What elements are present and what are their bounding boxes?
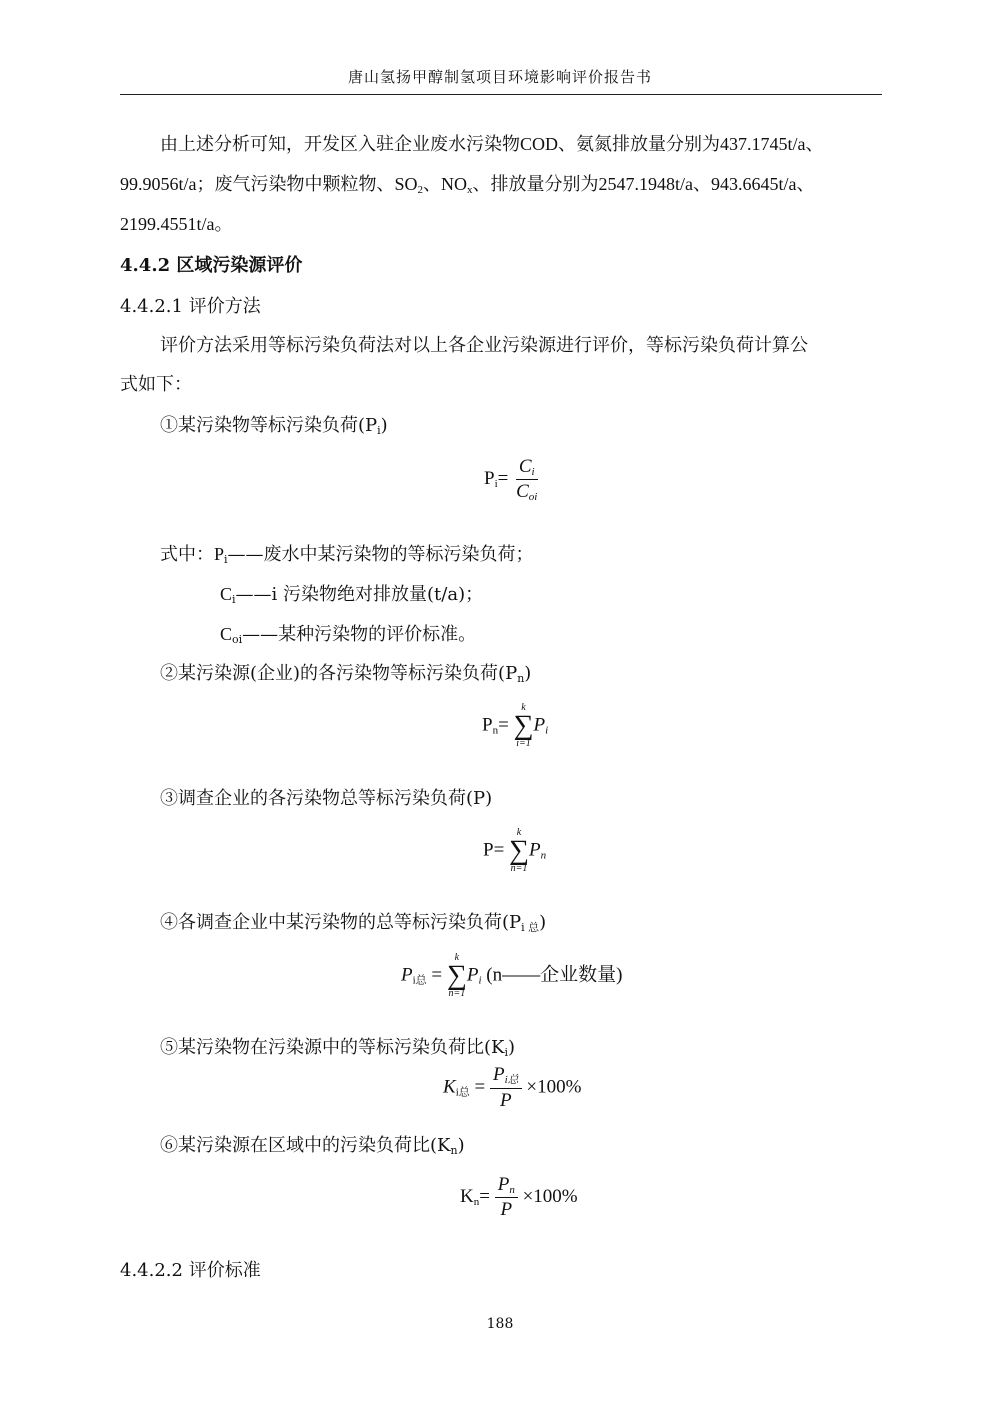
value: 2547.1948t/a xyxy=(598,174,694,194)
formula-note: (n——企业数量) xyxy=(486,964,623,986)
equals-sign: = xyxy=(474,1076,486,1098)
denominator xyxy=(513,480,540,503)
upper-limit: k xyxy=(521,702,526,713)
upper-limit: k xyxy=(516,827,522,838)
formula-symbol: P xyxy=(529,839,541,861)
formula-symbol: P xyxy=(492,1064,505,1085)
sigma-icon: ∑ xyxy=(513,710,534,741)
label-text: ) xyxy=(508,1037,516,1058)
method-desc-line-2: 式如下： xyxy=(120,374,192,395)
page-number: 188 xyxy=(486,1316,514,1332)
subscript: i xyxy=(224,553,228,566)
formula-symbol: P xyxy=(497,1174,510,1195)
summation xyxy=(509,828,529,874)
formula-p xyxy=(483,828,546,874)
intro-text: 、氨氮排放量分别为 xyxy=(558,134,721,155)
label-text: ④各调查企业中某污染物的总等标污染负荷(P xyxy=(160,912,522,933)
subscript: i总 xyxy=(455,1086,470,1099)
label-text: ) xyxy=(524,663,532,684)
nox-term: NO xyxy=(441,174,468,194)
intro-text: 、排放量分别为 xyxy=(472,174,599,195)
subscript: x xyxy=(467,184,473,196)
subsection-heading: 4.4.2.1 评价方法 xyxy=(120,296,261,317)
item-2-label xyxy=(160,661,531,692)
where-line-2 xyxy=(220,581,483,613)
subscript: i xyxy=(545,724,549,737)
formula-symbol: K xyxy=(443,1076,456,1098)
fraction xyxy=(513,456,540,503)
subscript: n xyxy=(473,1195,480,1208)
formula-symbol: P= xyxy=(483,839,505,861)
item-4-label xyxy=(160,910,546,941)
subscript: oi xyxy=(232,633,243,646)
subscript: i xyxy=(232,593,236,606)
symbol: C xyxy=(220,584,233,604)
subscript: i总 xyxy=(412,974,427,987)
label-text: ⑤某污染物在污染源中的等标污染负荷比(K xyxy=(160,1037,505,1058)
intro-text: 由上述分析可知，开发区入驻企业废水污染物 xyxy=(160,134,520,155)
symbol: P xyxy=(214,544,225,564)
subscript: 2 xyxy=(417,184,424,196)
intro-line-3: 2199.4551t/a。 xyxy=(120,214,233,234)
intro-line-2 xyxy=(120,171,815,203)
method-desc-line-1: 评价方法采用等标污染负荷法对以上各企业污染源进行评价，等标污染负荷计算公 xyxy=(160,335,808,356)
numerator xyxy=(495,1174,518,1198)
fraction xyxy=(490,1064,522,1112)
running-header: 唐山氢扬甲醇制氢项目环境影响评价报告书 xyxy=(347,68,652,86)
where-line-3 xyxy=(220,621,476,653)
item-1-label xyxy=(160,413,388,444)
upper-limit: k xyxy=(454,952,460,963)
subscript: oi xyxy=(528,491,538,503)
label-text: ) xyxy=(539,912,547,933)
formula-symbol: C xyxy=(516,481,529,502)
numerator xyxy=(490,1064,522,1089)
equals-sign: = xyxy=(498,714,509,736)
subscript: n xyxy=(509,1184,515,1196)
where-label: 式中： xyxy=(160,544,214,565)
formula-symbol: P xyxy=(482,714,493,736)
header-divider xyxy=(120,94,882,95)
equals-sign: = xyxy=(497,467,509,489)
where-line-1 xyxy=(160,541,534,573)
sigma-icon: ∑ xyxy=(446,960,467,991)
formula-symbol: C xyxy=(518,456,532,477)
item-3-label: ③调查企业的各污染物总等标污染负荷(P) xyxy=(160,788,493,809)
section-heading: 4.4.2 区域污染源评价 xyxy=(120,255,303,276)
label-text: ) xyxy=(457,1135,465,1156)
intro-text: 、 xyxy=(805,134,824,155)
subscript: i xyxy=(478,974,482,987)
label-text: ⑥某污染源在区域中的污染负荷比(K xyxy=(160,1135,451,1156)
subscript: n xyxy=(517,672,525,685)
lower-limit: n=1 xyxy=(510,863,528,874)
subscript: i xyxy=(494,477,498,490)
definition: ——i 污染物绝对排放量(t/a)； xyxy=(235,584,484,605)
cod-term: COD xyxy=(520,134,559,154)
subscript: i xyxy=(531,466,535,478)
subscript: i xyxy=(504,1046,508,1059)
subscript: i xyxy=(377,424,381,437)
value: 943.6645t/a xyxy=(711,174,797,194)
formula-symbol: K xyxy=(460,1185,474,1207)
intro-text: 、 xyxy=(796,174,815,195)
value: 99.9056t/a xyxy=(120,174,197,194)
subscript: n xyxy=(492,724,499,737)
percentage-factor: ×100% xyxy=(526,1076,582,1098)
sigma-icon: ∑ xyxy=(509,835,530,866)
intro-text: ；废气污染物中颗粒物、 xyxy=(196,174,395,195)
denominator: P xyxy=(500,1199,513,1220)
subscript: i 总 xyxy=(521,921,540,934)
summation xyxy=(514,703,534,749)
subscript: n xyxy=(540,849,547,862)
formula-ki xyxy=(443,1064,581,1112)
lower-limit: i=1 xyxy=(516,738,531,749)
numerator xyxy=(516,456,538,480)
equals-sign: = xyxy=(479,1185,490,1207)
label-text: ) xyxy=(380,415,388,436)
formula-symbol: P xyxy=(466,964,479,986)
equals-sign: = xyxy=(431,964,443,986)
denominator: P xyxy=(500,1090,512,1111)
item-6-label xyxy=(160,1133,465,1164)
formula-symbol: P xyxy=(533,714,546,736)
symbol: C xyxy=(220,624,233,644)
subsection-heading: 4.4.2.2 评价标准 xyxy=(120,1260,261,1281)
ammonia-value: 437.1745t/a xyxy=(720,134,806,154)
intro-text: 、 xyxy=(423,174,442,195)
subscript: i总 xyxy=(504,1074,519,1086)
formula-symbol: P xyxy=(484,467,495,489)
so2-term: SO xyxy=(394,174,418,194)
fraction xyxy=(495,1174,518,1221)
formula-kn xyxy=(460,1174,578,1221)
subscript: n xyxy=(450,1144,458,1157)
formula-pi-total xyxy=(401,953,622,999)
summation xyxy=(447,953,467,999)
definition: ——某种污染物的评价标准。 xyxy=(242,624,477,645)
intro-text: 、 xyxy=(693,174,712,195)
label-text: ①某污染物等标污染负荷(P xyxy=(160,415,378,436)
percentage-factor: ×100% xyxy=(522,1185,578,1207)
intro-line-1 xyxy=(160,131,824,158)
formula-pi xyxy=(484,456,540,503)
formula-pn xyxy=(482,703,548,749)
item-5-label xyxy=(160,1035,515,1066)
definition: ——废水中某污染物的等标污染负荷； xyxy=(227,544,534,565)
formula-symbol: P xyxy=(401,964,413,986)
lower-limit: n=1 xyxy=(448,988,466,999)
label-text: ②某污染源(企业)的各污染物等标污染负荷(P xyxy=(160,663,518,684)
